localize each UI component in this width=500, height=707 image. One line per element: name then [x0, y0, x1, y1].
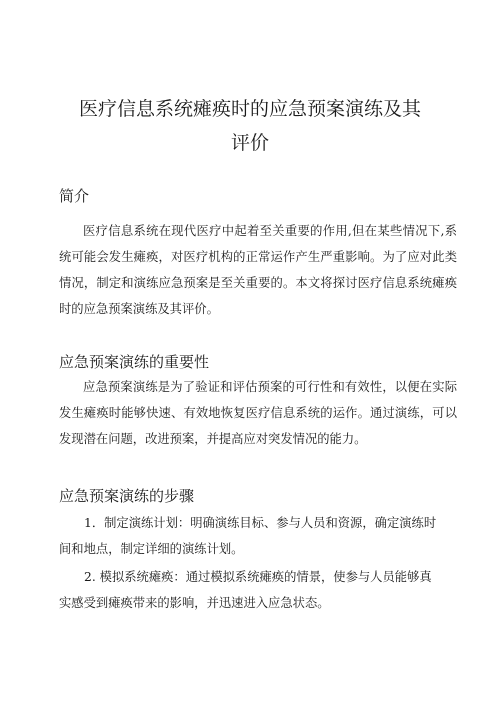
- section-paragraph-intro: 医疗信息系统在现代医疗中起着至关重要的作用,但在某些情况下,系统可能会发生瘫痪，对医疗机构的正常运作产生严重影响。为了应对此类情况，制定和演练应急预案是至关重要的。本文将探讨医疗信息系统瘫痪时的应急预案演练及其评价。: [59, 224, 457, 316]
- section-heading-steps: 应急预案演练的步骤: [59, 487, 195, 505]
- step-2-line-1: 2. 模拟系统瘫痪：通过模拟系统瘫痪的情景，使参与人员能够真: [84, 570, 432, 584]
- section-heading-intro: 简介: [59, 187, 90, 205]
- document-title: [40, 92, 460, 160]
- step-1-line-1: 1．制定演练计划：明确演练目标、参与人员和资源，确定演练时: [84, 516, 437, 530]
- section-paragraph-importance: 应急预案演练是为了验证和评估预案的可行性和有效性，以便在实际发生瘫痪时能够快速、有效地恢复医疗信息系统的运作。通过演练，可以发现潜在问题，改进预案，并提高应对突发情况的能力。: [59, 380, 457, 446]
- title-line-2: 评价: [230, 132, 269, 154]
- step-1-line-2: 间和地点，制定详细的演练计划。: [59, 542, 244, 556]
- step-2-line-2: 实感受到瘫痪带来的影响，并迅速进入应急状态。: [59, 596, 330, 610]
- section-heading-importance: 应急预案演练的重要性: [59, 353, 210, 371]
- title-line-1: 医疗信息系统瘫痪时的应急预案演练及其: [78, 98, 421, 120]
